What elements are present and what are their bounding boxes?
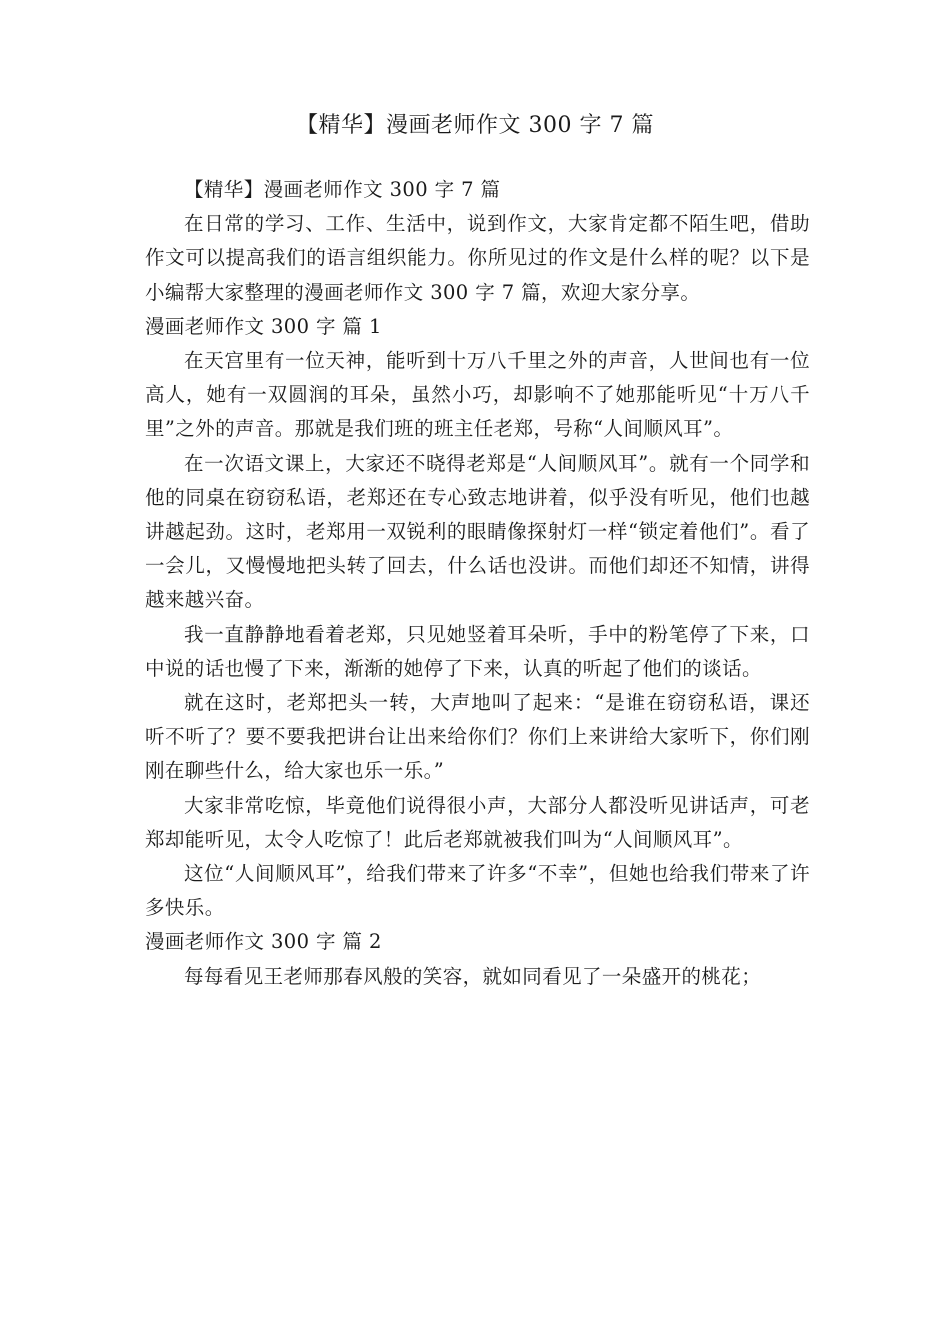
essay-paragraph: 在一次语文课上，大家还不晓得老郑是“人间顺风耳”。就有一个同学和他的同桌在窃窃私语，老郑还在专心致志地讲着，似乎没有听见，他们也越讲越起劲。这时，老郑用一双锐利的眼睛像探射灯一样“锁定着他们”。看了一会儿，又慢慢地把头转了回去，什么话也没讲。而他们却还不知情，讲得越来越兴奋。 xyxy=(145,451,810,612)
section-heading-1: 漫画老师作文 300 字 篇 1 xyxy=(145,314,382,338)
document-title: 【精华】漫画老师作文 300 字 7 篇 xyxy=(296,113,654,138)
section-heading-2: 漫画老师作文 300 字 篇 2 xyxy=(145,930,382,954)
intro-paragraph: 在日常的学习、工作、生活中，说到作文，大家肯定都不陌生吧，借助作文可以提高我们的语言组织能力。你所见过的作文是什么样的呢？以下是小编帮大家整理的漫画老师作文 300 字 7 篇，欢迎大家分享。 xyxy=(145,212,810,304)
subtitle-paragraph: 【精华】漫画老师作文 300 字 7 篇 xyxy=(184,178,501,201)
essay-paragraph: 在天宫里有一位天神，能听到十万八千里之外的声音，人世间也有一位高人，她有一双圆润的耳朵，虽然小巧，却影响不了她那能听见“十万八千里”之外的声音。那就是我们班的班主任老郑，号称“人间顺风耳”。 xyxy=(145,349,810,441)
document-body xyxy=(145,173,810,994)
essay-paragraph: 每每看见王老师那春风般的笑容，就如同看见了一朵盛开的桃花； xyxy=(184,964,762,988)
essay-paragraph: 这位“人间顺风耳”，给我们带来了许多“不幸”，但她也给我们带来了许多快乐。 xyxy=(145,862,810,920)
essay-paragraph: 大家非常吃惊，毕竟他们说得很小声，大部分人都没听见讲话声，可老郑却能听见，太令人吃惊了！此后老郑就被我们叫为“人间顺风耳”。 xyxy=(145,793,810,851)
essay-paragraph: 我一直静静地看着老郑，只见她竖着耳朵听，手中的粉笔停了下来，口中说的话也慢了下来，渐渐的她停了下来，认真的听起了他们的谈话。 xyxy=(145,622,810,680)
essay-paragraph: 就在这时，老郑把头一转，大声地叫了起来：“是谁在窃窃私语，课还听不听了？要不要我把讲台让出来给你们？你们上来讲给大家听下，你们刚刚在聊些什么，给大家也乐一乐。” xyxy=(145,691,810,783)
